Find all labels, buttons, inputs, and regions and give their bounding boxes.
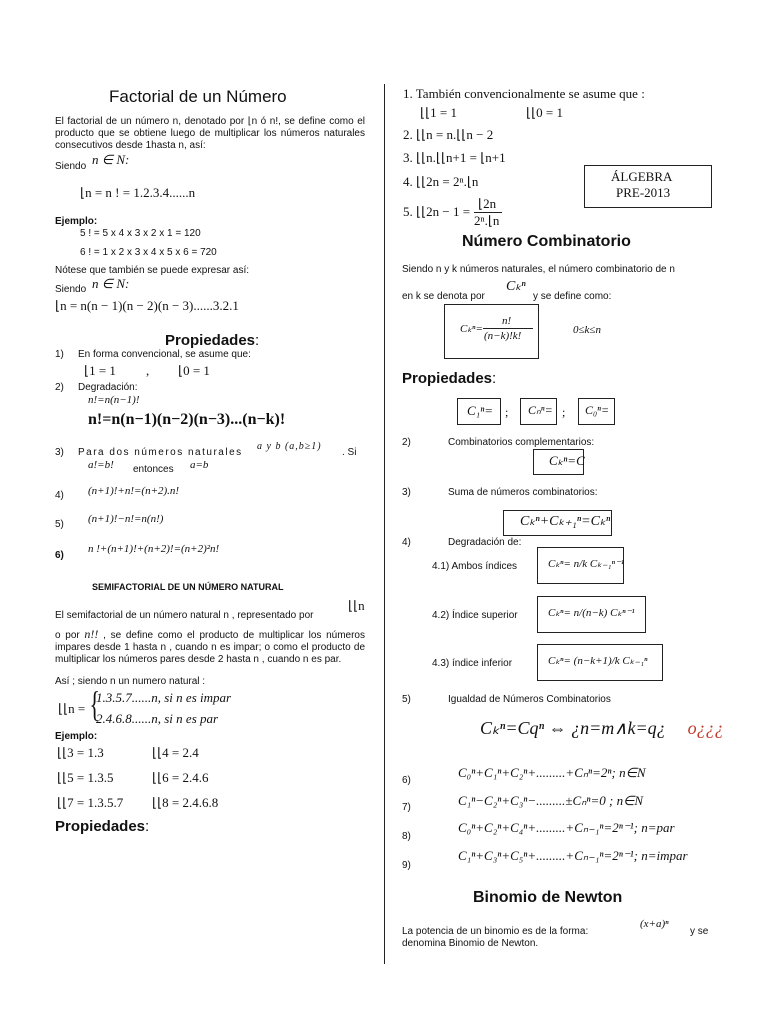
semifactorial-brace: { (89, 684, 100, 724)
prop-cn: Cₙⁿ= (528, 403, 553, 417)
prop-4-number: 4) (55, 490, 64, 501)
prop-3-text: Para dos números naturales (78, 447, 243, 458)
prop-q5-number: 5) (402, 694, 411, 705)
prop-q41-eq: Cₖⁿ= n/k Cₖ₋₁ⁿ⁻¹ (548, 558, 625, 570)
properties-title-2: Propiedades: (55, 818, 150, 835)
semifactorial-symbol: ⌊⌊n (348, 598, 365, 613)
prop-2-eq-small: n!=n(n−1)! (88, 394, 140, 406)
prop-3-si: . Si (342, 447, 357, 458)
prop-q5-text: Igualdad de Números Combinatorios (448, 694, 611, 705)
semifactorial-text-2: o por n!! , se define como el producto de multiplicar los números impares desde 1 hasta n , cuando n es impar; o como el producto de multiplicar los números pares desde 2 hasta n , cuando n es par. (55, 627, 365, 665)
semifactorial-asi: Así ; siendo n un numero natural : (55, 676, 206, 687)
prop-1-number: 1) (55, 349, 64, 360)
combinatorio-def-num: n! (502, 315, 512, 327)
semi-prop-5-num: ⌊2n (478, 196, 497, 211)
example-label-1: Ejemplo: (55, 216, 98, 227)
example-1: 5 ! = 5 x 4 x 3 x 2 x 1 = 120 (80, 228, 201, 239)
semi-prop-4: 4. ⌊⌊2n = 2ⁿ.⌊n (403, 174, 479, 189)
semifactorial-case-2: 2.4.6.8......n, si n es par (96, 711, 219, 726)
prop-5-number: 5) (55, 519, 64, 530)
combinatorio-intro: Siendo n y k números naturales, el número combinatorio de n (402, 264, 675, 275)
prop-3-number: 3) (55, 447, 64, 458)
prop-q7-number: 7) (402, 802, 411, 813)
prop-q6-number: 6) (402, 775, 411, 786)
prop-q3-number: 3) (402, 487, 411, 498)
prop-q3-text: Suma de números combinatorios: (448, 487, 598, 498)
semi-example-3: ⌊⌊3 = 1.3 (57, 745, 104, 760)
newton-text-c: denomina Binomio de Newton. (402, 938, 539, 949)
prop-q2-eq: Cₖⁿ=C (549, 453, 585, 468)
siendo-expr-2: n ∈ N: (92, 276, 130, 291)
semi-prop-5-den: 2ⁿ.⌊n (474, 213, 500, 228)
prop-q9-eq: C₁ⁿ+C₃ⁿ+C₅ⁿ+.........+Cₙ₋₁ⁿ=2ⁿ⁻¹; n=impar (458, 848, 688, 863)
semi-prop-3: 3. ⌊⌊n.⌊⌊n+1 = ⌊n+1 (403, 150, 506, 165)
prop-3-cond: a!=b! (88, 459, 114, 471)
prop-2-eq-big: n!=n(n−1)(n−2)(n−3)...(n−k)! (88, 411, 286, 428)
combinatorio-range: 0≤k≤n (573, 324, 601, 336)
semi-prop-1b: ⌊⌊0 = 1 (526, 105, 563, 120)
newton-text-b: y se (690, 926, 709, 937)
course-box-line-1: ÁLGEBRA (611, 169, 673, 184)
semi-prop-1: 1. También convencionalmente se asume que : (403, 86, 645, 101)
factorial-title: Factorial de un Número (109, 87, 287, 106)
prop-c1: C₁ⁿ= (467, 403, 494, 418)
prop-q8-number: 8) (402, 831, 411, 842)
prop-2-text: Degradación: (78, 382, 138, 393)
semi-example-5: ⌊⌊5 = 1.3.5 (57, 770, 114, 785)
prop-q3-eq: Cₖⁿ+Cₖ₊₁ⁿ=Cₖⁿ (520, 514, 611, 529)
prop-3-expr: a y b (a,b≥1) (257, 441, 322, 452)
combinatorio-def-bar (483, 328, 533, 329)
combinatorio-def-lhs: Cₖⁿ= (460, 323, 483, 335)
newton-title: Binomio de Newton (473, 889, 623, 906)
prop-sep-2: ; (562, 405, 566, 419)
prop-4-eq: (n+1)!+n!=(n+2).n! (88, 485, 180, 497)
semi-example-4: ⌊⌊4 = 2.4 (152, 745, 199, 760)
prop-1-text: En forma convencional, se asume que: (78, 349, 251, 360)
column-divider (384, 84, 385, 964)
prop-sep-1: ; (505, 405, 509, 419)
notese-text: Nótese que también se puede expresar así: (55, 265, 250, 276)
prop-5-eq: (n+1)!−n!=n(n!) (88, 513, 164, 525)
prop-3-result: a=b (190, 459, 209, 471)
newton-expr: (x+a)ⁿ (640, 918, 669, 930)
prop-6-eq: n !+(n+1)!+(n+2)!=(n+2)²n! (88, 543, 220, 555)
properties-title-1: Propiedades: (165, 332, 260, 349)
factorial-expansion: ⌊n = n(n − 1)(n − 2)(n − 3)......3.2.1 (55, 298, 239, 313)
prop-q41-text: 4.1) Ambos índices (432, 561, 518, 572)
siendo-label-1: Siendo (55, 161, 87, 172)
factorial-intro: El factorial de un número n, denotado por ⌊n ó n!, se define como el producto que se obtiene luego de multiplicar los números naturales consecutivos desde 1hasta n, así: (55, 116, 365, 151)
semifactorial-case-1: 1.3.5.7......n, si n es impar (96, 690, 232, 705)
prop-6-number: 6) (55, 550, 64, 561)
semi-example-7: ⌊⌊7 = 1.3.5.7 (57, 795, 124, 810)
semifactorial-title: SEMIFACTORIAL DE UN NÚMERO NATURAL (92, 582, 284, 592)
prop-q42-text: 4.2) Índice superior (432, 610, 518, 621)
semi-example-8: ⌊⌊8 = 2.4.6.8 (152, 795, 219, 810)
prop-c0: C₀ⁿ= (585, 403, 610, 417)
prop-q2-text: Combinatorios complementarios: (448, 437, 595, 448)
semi-example-6: ⌊⌊6 = 2.4.6 (152, 770, 209, 785)
example-2: 6 ! = 1 x 2 x 3 x 4 x 5 x 6 = 720 (80, 247, 217, 258)
prop-1-eq-a: ⌊1 = 1 (84, 363, 116, 378)
course-box-line-2: PRE-2013 (616, 185, 671, 200)
semifactorial-text-1: El semifactorial de un número natural n , representado por (55, 610, 314, 621)
combinatorio-symbol: Cₖⁿ (506, 279, 526, 294)
prop-1-eq-b: ⌊0 = 1 (178, 363, 210, 378)
combinatorio-def-den: (n−k)!k! (484, 330, 522, 342)
prop-q9-number: 9) (402, 860, 411, 871)
combinatorio-intro-2a: en k se denota por (402, 291, 485, 302)
newton-text-a: La potencia de un binomio es de la forma: (402, 926, 589, 937)
semi-prop-2: 2. ⌊⌊n = n.⌊⌊n − 2 (403, 127, 494, 142)
prop-q6-eq: C₀ⁿ+C₁ⁿ+C₂ⁿ+.........+Cₙⁿ=2ⁿ; n∈N (458, 765, 646, 780)
combinatorio-intro-2b: y se define como: (533, 291, 612, 302)
prop-q42-eq: Cₖⁿ= n/(n−k) Cₖⁿ⁻¹ (548, 607, 635, 619)
prop-q7-eq: C₁ⁿ−C₂ⁿ+C₃ⁿ−.........±Cₙⁿ=0 ; n∈N (458, 793, 644, 808)
example-label-2: Ejemplo: (55, 731, 98, 742)
semifactorial-case-lhs: ⌊⌊n = (58, 701, 86, 716)
combinatorio-title: Número Combinatorio (462, 233, 631, 250)
prop-3-entonces: entonces (133, 464, 174, 475)
factorial-definition: ⌊n = n ! = 1.2.3.4......n (80, 185, 196, 200)
semi-prop-5-lhs: 5. ⌊⌊2n − 1 = (403, 204, 471, 219)
semi-prop-1a: ⌊⌊1 = 1 (420, 105, 457, 120)
prop-q4-text: Degradación de: (448, 537, 522, 548)
siendo-expr-1: n ∈ N: (92, 152, 130, 167)
siendo-label-2: Siendo (55, 284, 87, 295)
prop-1-comma: , (146, 363, 150, 378)
prop-q43-text: 4.3) índice inferior (432, 658, 513, 669)
prop-q2-number: 2) (402, 437, 411, 448)
prop-q4-number: 4) (402, 537, 411, 548)
prop-q43-eq: Cₖⁿ= (n−k+1)/k Cₖ₋₁ⁿ (548, 655, 648, 667)
prop-q5-eq: Cₖⁿ=Cqⁿ ⇔ ¿n=m∧k=q¿ o¿¿¿ (480, 718, 724, 738)
prop-2-number: 2) (55, 382, 64, 393)
properties-title-3: Propiedades: (402, 370, 497, 387)
prop-q8-eq: C₀ⁿ+C₂ⁿ+C₄ⁿ+.........+Cₙ₋₁ⁿ=2ⁿ⁻¹; n=par (458, 820, 675, 835)
